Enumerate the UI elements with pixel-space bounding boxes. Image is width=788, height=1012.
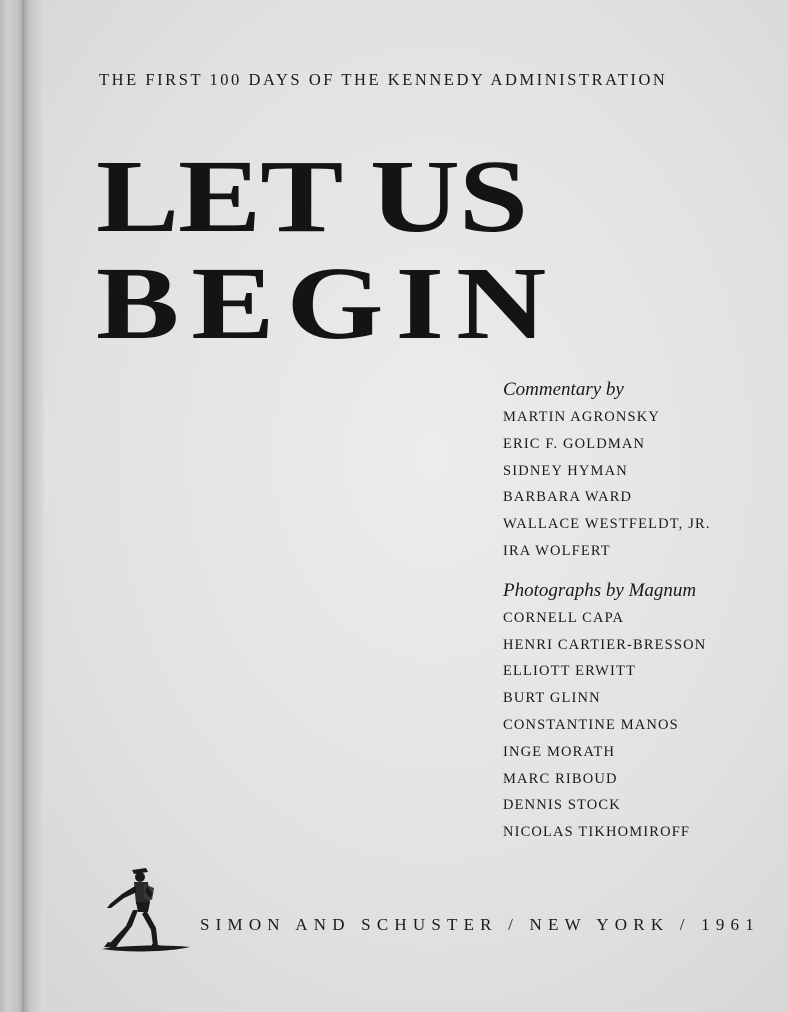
- commentator-name: IRA WOLFERT: [503, 542, 611, 559]
- commentator-name: ERIC F. GOLDMAN: [503, 435, 646, 452]
- book-title-line-2: BEGIN: [96, 246, 559, 361]
- commentator-name: SIDNEY HYMAN: [503, 462, 628, 479]
- commentator-name: WALLACE WESTFELDT, JR.: [503, 516, 711, 533]
- photographer-name: INGE MORATH: [503, 743, 616, 760]
- photographer-name: CONSTANTINE MANOS: [503, 716, 679, 733]
- commentator-name: MARTIN AGRONSKY: [503, 409, 660, 425]
- gutter-shadow-line: [22, 0, 24, 1012]
- photographer-name: NICOLAS TIKHOMIROFF: [503, 824, 691, 841]
- photographer-name: CORNELL CAPA: [503, 609, 625, 626]
- photographer-name: ELLIOTT ERWITT: [503, 663, 637, 680]
- section-spacer: [503, 565, 783, 577]
- photographer-name: DENNIS STOCK: [503, 797, 621, 814]
- commentary-heading: Commentary by: [503, 379, 624, 400]
- photographer-name: BURT GLINN: [503, 690, 601, 707]
- photographs-heading: Photographs by Magnum: [503, 579, 697, 601]
- photographer-name: HENRI CARTIER-BRESSON: [503, 636, 707, 653]
- photographer-name: MARC RIBOUD: [503, 770, 618, 787]
- commentator-name: BARBARA WARD: [503, 489, 633, 506]
- book-title-line-1: LET US: [96, 139, 528, 254]
- binding-gutter: [0, 0, 44, 1012]
- credits-block: [503, 376, 783, 846]
- photographers-list: [503, 605, 783, 846]
- publisher-imprint: SIMON AND SCHUSTER / NEW YORK / 1961: [200, 915, 760, 934]
- series-overline: THE FIRST 100 DAYS OF THE KENNEDY ADMINISTRATION: [99, 70, 668, 89]
- commentary-list: [503, 404, 783, 565]
- sower-colophon-icon: [98, 864, 196, 960]
